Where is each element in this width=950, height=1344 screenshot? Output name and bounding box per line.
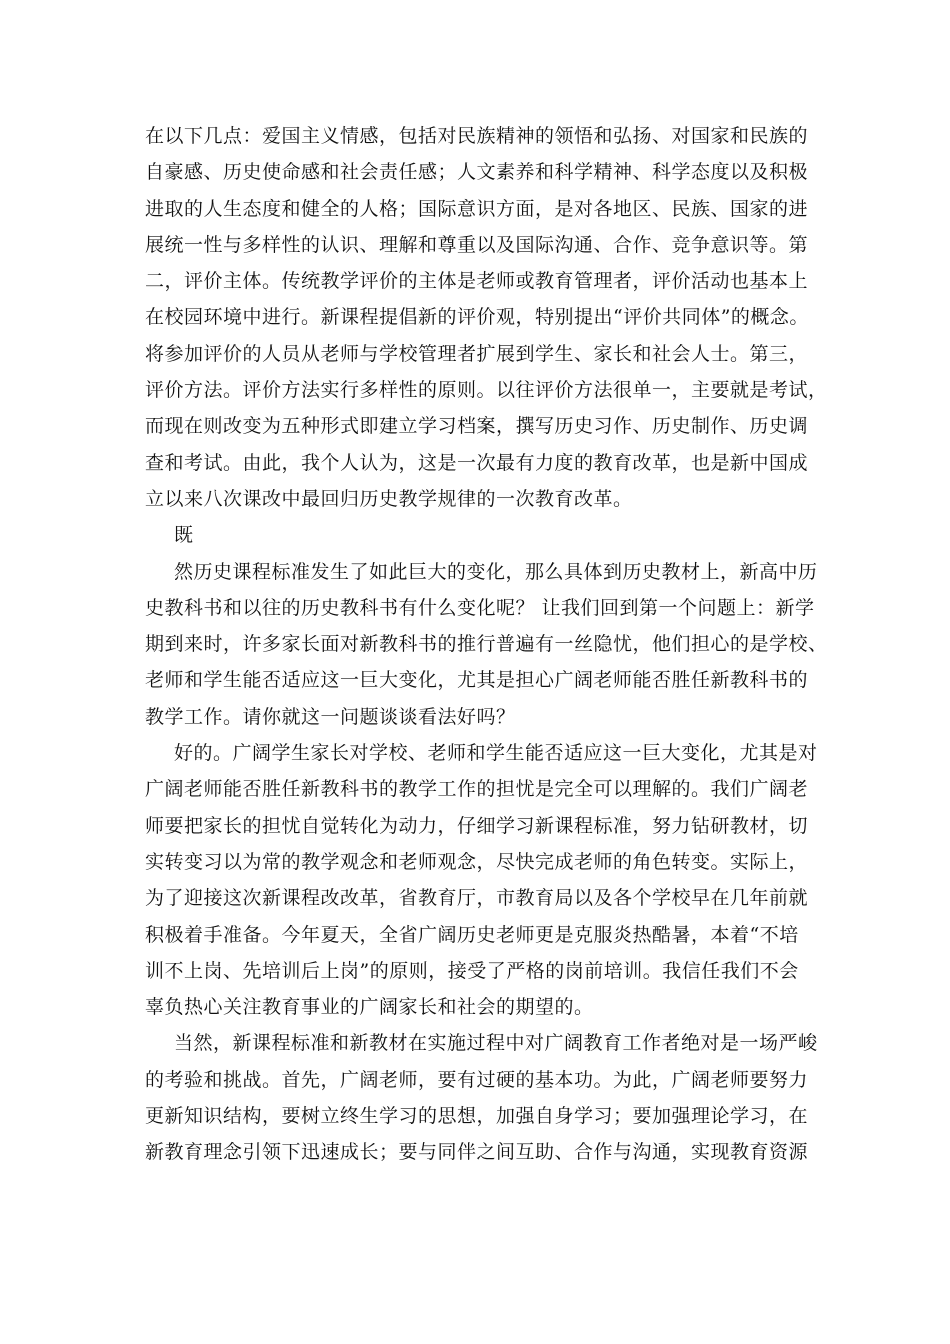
text-line: 师要把家长的担忧自觉转化为动力，仔细学习新课程标准，努力钻研教材，切 <box>145 814 809 837</box>
text-line: 辜负热心关注教育事业的广阔家长和社会的期望的。 <box>145 996 594 1019</box>
text-line: 好的。广阔学生家长对学校、老师和学生能否适应这一巨大变化，尤其是对 <box>174 742 818 765</box>
text-line: 二，评价主体。传统教学评价的主体是老师或教育管理者，评价活动也基本上 <box>145 270 809 293</box>
text-line: 训不上岗、先培训后上岗”的原则，接受了严格的岗前培训。我信任我们不会 <box>145 959 799 982</box>
text-line: 进取的人生态度和健全的人格；国际意识方面，是对各地区、民族、国家的进 <box>145 197 809 220</box>
text-line: 然历史课程标准发生了如此巨大的变化，那么具体到历史教材上，新高中历 <box>174 560 818 583</box>
text-line: 史教科书和以往的历史教科书有什么变化呢？ 让我们回到第一个问题上：新学 <box>145 596 815 619</box>
text-line: 为了迎接这次新课程改改革，省教育厅，市教育局以及各个学校早在几年前就 <box>145 887 809 910</box>
text-line: 而现在则改变为五种形式即建立学习档案，撰写历史习作、历史制作、历史调 <box>145 415 809 438</box>
text-line: 积极着手准备。今年夏天，全省广阔历史老师更是克服炎热酷暑，本着“不培 <box>145 923 799 946</box>
text-line: 实转变习以为常的教学观念和老师观念，尽快完成老师的角色转变。实际上， <box>145 850 809 873</box>
text-line: 更新知识结构，要树立终生学习的思想，加强自身学习；要加强理论学习，在 <box>145 1105 809 1128</box>
text-line: 教学工作。请你就这一问题谈谈看法好吗？ <box>145 705 516 728</box>
text-line: 评价方法。评价方法实行多样性的原则。以往评价方法很单一，主要就是考试， <box>145 379 828 402</box>
text-line: 广阔老师能否胜任新教科书的教学工作的担忧是完全可以理解的。我们广阔老 <box>145 778 809 801</box>
text-line: 展统一性与多样性的认识、理解和尊重以及国际沟通、合作、竞争意识等。第 <box>145 233 809 256</box>
text-line: 将参加评价的人员从老师与学校管理者扩展到学生、家长和社会人士。第三， <box>145 342 809 365</box>
text-line: 查和考试。由此，我个人认为，这是一次最有力度的教育改革，也是新中国成 <box>145 451 809 474</box>
text-line: 在以下几点：爱国主义情感，包括对民族精神的领悟和弘扬、对国家和民族的 <box>145 125 809 147</box>
text-line: 新教育理念引领下迅速成长；要与同伴之间互助、合作与沟通，实现教育资源 <box>145 1141 809 1164</box>
document-body <box>145 118 828 1171</box>
text-line: 在校园环境中进行。新课程提倡新的评价观，特别提出“评价共同体”的概念。 <box>145 306 809 329</box>
text-line: 期到来时，许多家长面对新教科书的推行普遍有一丝隐忧，他们担心的是学校、 <box>145 633 828 656</box>
text-line: 立以来八次课改中最回归历史教学规律的一次教育改革。 <box>145 487 633 510</box>
text-line: 的考验和挑战。首先，广阔老师，要有过硬的基本功。为此，广阔老师要努力 <box>145 1068 809 1091</box>
text-line: 老师和学生能否适应这一巨大变化，尤其是担心广阔老师能否胜任新教科书的 <box>145 669 809 692</box>
text-line: 既 <box>174 524 194 547</box>
text-line: 当然，新课程标准和新教材在实施过程中对广阔教育工作者绝对是一场严峻 <box>174 1032 818 1055</box>
text-line: 自豪感、历史使命感和社会责任感；人文素养和科学精神、科学态度以及积极 <box>145 161 809 184</box>
